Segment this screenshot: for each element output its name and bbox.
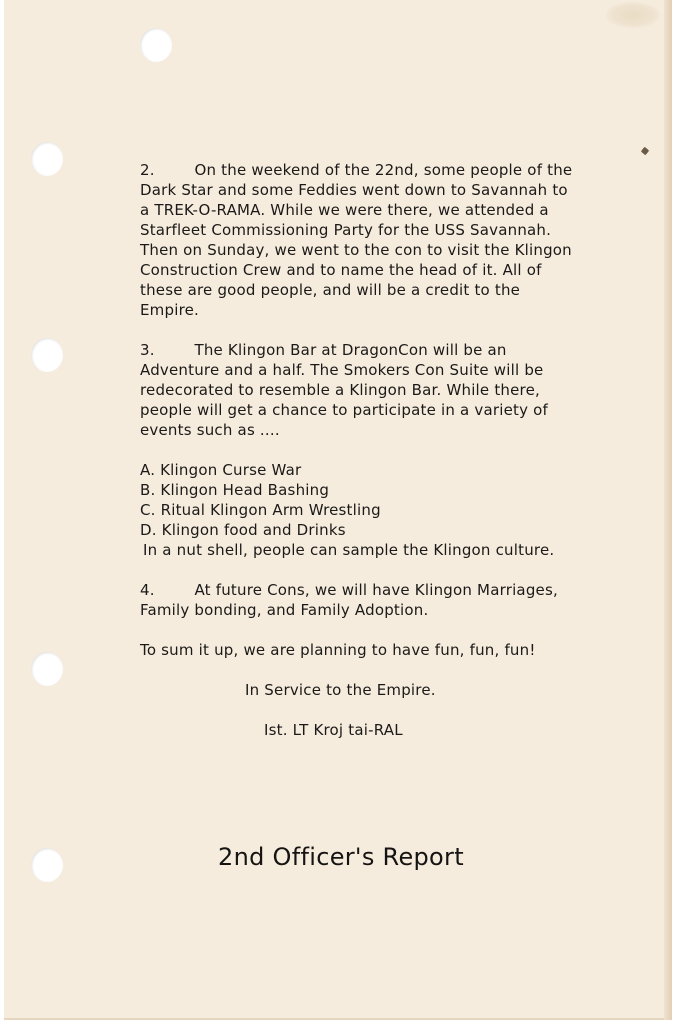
- paragraph-4: [140, 580, 580, 620]
- closing-text: To sum it up, we are planning to have fun, fun, fun!: [140, 641, 536, 659]
- signature-line: In Service to the Empire.: [245, 681, 436, 699]
- list-item: B. Klingon Head Bashing: [140, 481, 330, 499]
- punch-hole: [31, 338, 63, 372]
- paragraph-number: 2.: [140, 161, 155, 179]
- page-edge: [664, 0, 672, 1020]
- list-item: D. Klingon food and Drinks: [140, 521, 346, 539]
- punch-hole: [31, 652, 63, 686]
- paragraph-number: 4.: [140, 581, 155, 599]
- punch-hole: [140, 28, 172, 62]
- document-page: [4, 0, 672, 1020]
- punch-hole: [31, 142, 63, 176]
- signature-name: Ist. LT Kroj tai-RAL: [264, 721, 403, 739]
- signature-block: [140, 660, 580, 760]
- ink-mark: [641, 147, 649, 155]
- list-followup: In a nut shell, people can sample the Klingon culture.: [143, 541, 555, 559]
- paragraph-text: At future Cons, we will have Klingon Marriages, Family bonding, and Family Adoption.: [140, 581, 558, 619]
- paragraph-number: 3.: [140, 341, 155, 359]
- report-body: [140, 160, 580, 760]
- paragraph-text: On the weekend of the 22nd, some people of the Dark Star and some Feddies went down to Savannah to a TREK-O-RAMA. While we were there, we attended a Starfleet Commissioning Party for the USS Savannah. Then on Sunday, we went to the con to visit the Klingon Construction Crew and to name the head of it. All of these are good people, and will be a credit to the Empire.: [140, 161, 573, 319]
- list-item: A. Klingon Curse War: [140, 461, 302, 479]
- paragraph-3: [140, 340, 580, 440]
- punch-hole: [31, 848, 63, 882]
- list-item: C. Ritual Klingon Arm Wrestling: [140, 501, 381, 519]
- page-title: 2nd Officer's Report: [218, 843, 464, 871]
- page-stain: [606, 2, 660, 28]
- paragraph-text: The Klingon Bar at DragonCon will be an Adventure and a half. The Smokers Con Suite will be redecorated to resemble a Klingon Bar. While there, people will get a chance to participate in a variety of events such as ....: [140, 341, 548, 439]
- events-list: [140, 460, 580, 540]
- paragraph-2: [140, 160, 580, 320]
